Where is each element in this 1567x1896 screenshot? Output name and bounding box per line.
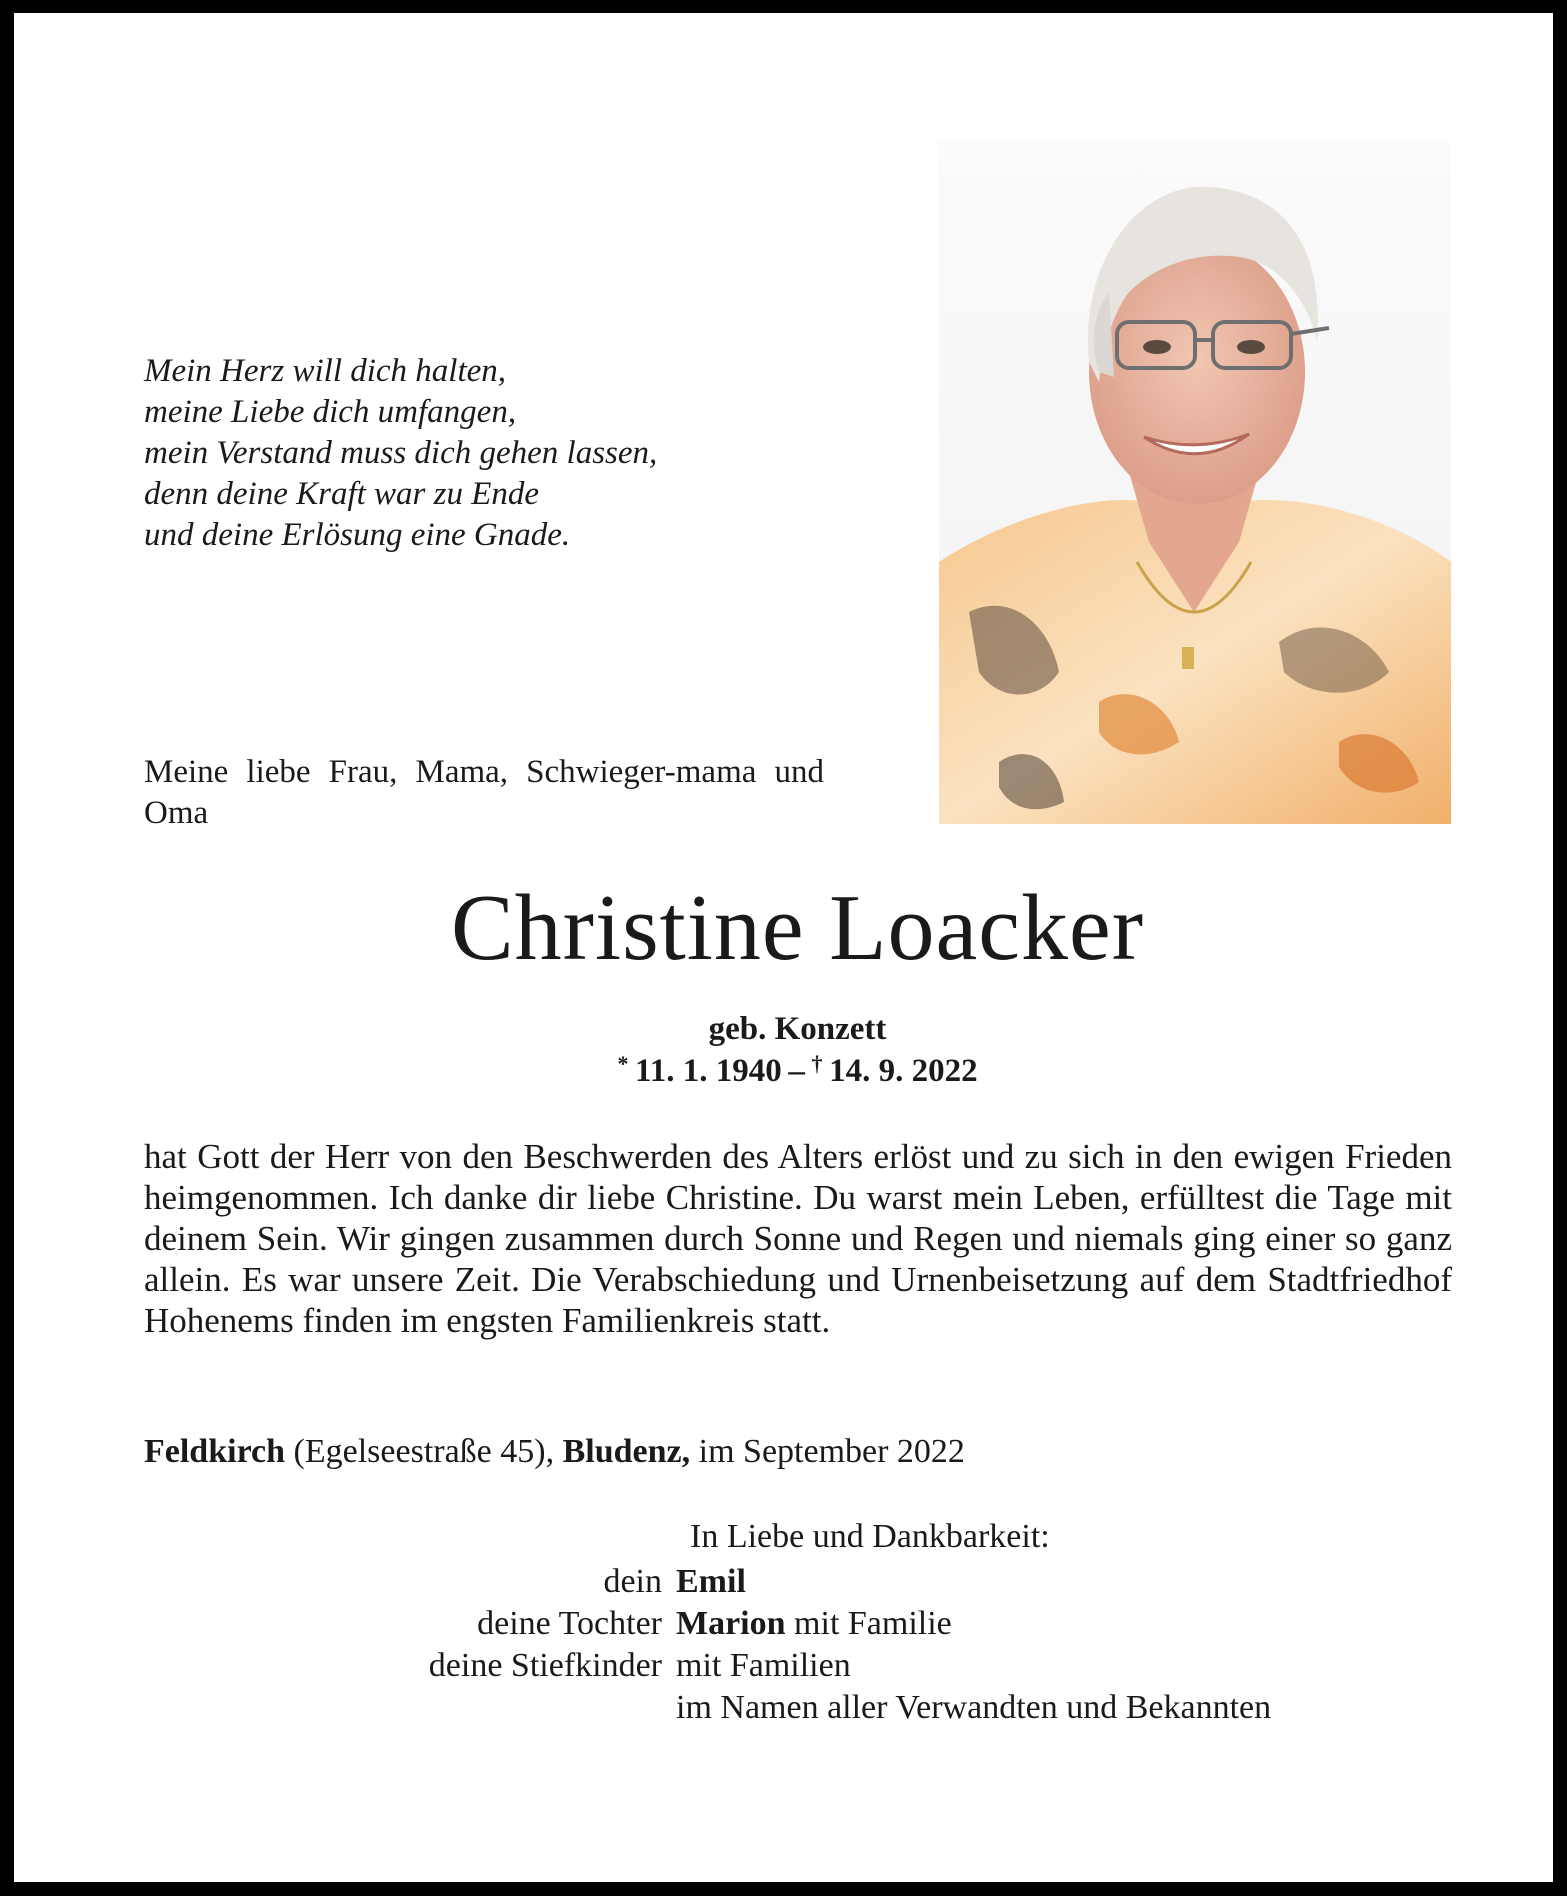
mourner-name: Emil	[676, 1563, 746, 1600]
mourner-row	[144, 1687, 1454, 1729]
life-dates	[14, 1051, 1567, 1091]
mourner-name-wrap	[676, 1561, 746, 1603]
body-paragraph: hat Gott der Herr von den Beschwerden des Alters erlöst und zu sich in den ewigen Frieden heimgenommen. Ich danke dir liebe Christine. Du warst mein Leben, erfülltest die Tage mit deinem Sein. Wir gingen zusammen durch Sonne und Regen und niemals ging einer so ganz allein. Es war unsere Zeit. Die Verabschiedung und Urnenbeisetzung auf dem Stadtfriedhof Hohenems finden im engsten Familienkreis statt.	[144, 1137, 1452, 1340]
mourner-suffix: mit Familie	[794, 1605, 952, 1642]
mourner-relation: deine Stiefkinder	[428, 1647, 662, 1684]
poem-line: und deine Erlösung eine Gnade.	[144, 517, 571, 553]
mourner-row	[144, 1561, 1454, 1603]
place-feldkirch: Feldkirch	[144, 1433, 286, 1470]
mourner-row	[144, 1645, 1454, 1687]
death-symbol: †	[811, 1051, 823, 1076]
mourner-relation: dein	[603, 1563, 662, 1600]
portrait-photo	[939, 142, 1451, 824]
poem-line: denn deine Kraft war zu Ende	[144, 476, 540, 512]
maiden-name: geb. Konzett	[708, 1011, 887, 1047]
poem	[144, 351, 824, 556]
mourner-name: Marion	[676, 1605, 786, 1642]
birth-symbol: *	[617, 1051, 629, 1076]
mourner-name-wrap	[676, 1687, 1271, 1729]
mourner-row	[144, 1603, 1454, 1645]
poem-line: meine Liebe dich umfangen,	[144, 394, 517, 430]
mourner-name-wrap	[676, 1603, 952, 1645]
date-separator: –	[788, 1053, 805, 1089]
death-date: 14. 9. 2022	[829, 1053, 978, 1089]
mourner-suffix: im Namen aller Verwandten und Bekannten	[676, 1689, 1272, 1726]
poem-line: mein Verstand muss dich gehen lassen,	[144, 435, 658, 471]
mourner-suffix: mit Familien	[676, 1647, 851, 1684]
portrait-illustration	[939, 142, 1451, 824]
intro-text: Meine liebe Frau, Mama, Schwieger-mama und Oma	[144, 754, 824, 831]
place-date-line	[144, 1431, 1452, 1473]
mourner-relation: deine Tochter	[477, 1605, 662, 1642]
birth-date: 11. 1. 1940	[635, 1053, 782, 1089]
address: (Egelseestraße 45),	[293, 1433, 555, 1470]
mourner-relation	[144, 1687, 676, 1729]
place-bludenz: Bludenz,	[562, 1433, 691, 1470]
poem-line: Mein Herz will dich halten,	[144, 353, 507, 389]
mourner-name-wrap	[676, 1645, 851, 1687]
closing-phrase: In Liebe und Dankbarkeit:	[690, 1518, 1050, 1555]
month-year: im September 2022	[698, 1433, 965, 1470]
mourners-list	[144, 1561, 1454, 1729]
deceased-name: Christine Loacker	[450, 876, 1145, 980]
